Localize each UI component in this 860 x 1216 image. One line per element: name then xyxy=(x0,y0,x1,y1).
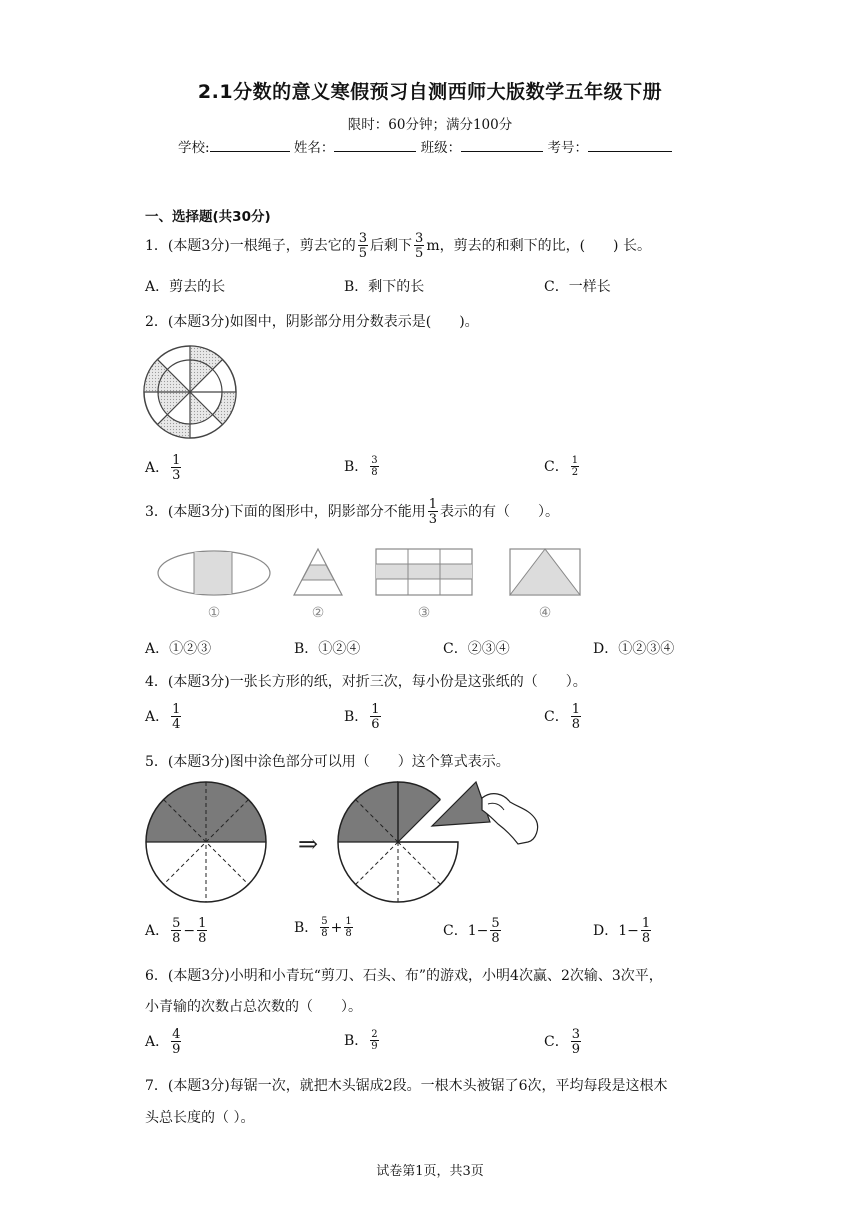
section-title: 一、选择题(共30分) xyxy=(145,209,271,225)
question-6-line1: 6．(本题3分)小明和小青玩“剪刀、石头、布”的游戏，小明4次赢、2次输、3次平， xyxy=(145,968,663,984)
question-7-line1: 7．(本题3分)每锯一次，就把木头锯成2段。一根木头被锯了6次，平均每段是这根木 xyxy=(145,1078,668,1094)
page-title: 2.1分数的意义寒假预习自测西师大版数学五年级下册 xyxy=(197,81,663,103)
shape-2-label: ② xyxy=(311,605,325,621)
question-5: 5．(本题3分)图中涂色部分可以用（ ）这个算式表示。 xyxy=(145,754,510,770)
q5-figure xyxy=(142,780,542,908)
info-line xyxy=(178,136,672,156)
shape-4-label: ④ xyxy=(538,605,552,621)
q3-option-d[interactable]: D．①②③④ xyxy=(593,641,675,657)
exam-no-label: 考号： xyxy=(547,140,588,156)
q1-fraction-2: $\frac{3}{5}$ xyxy=(415,231,424,261)
exam-no-blank[interactable] xyxy=(588,138,672,152)
class-blank[interactable] xyxy=(461,138,543,152)
question-3 xyxy=(145,498,559,526)
q2-option-c[interactable]: C． $\frac{1}{2}$ xyxy=(544,455,579,478)
q1-prefix: 1．(本题3分)一根绳子，剪去它的 xyxy=(145,238,356,254)
shape-1-label: ① xyxy=(207,605,221,621)
name-blank[interactable] xyxy=(334,138,416,152)
q1-suffix: m，剪去的和剩下的比，( ) 长。 xyxy=(426,238,651,254)
q2-option-b[interactable]: B． $\frac{3}{8}$ xyxy=(344,455,378,478)
q1-fraction-1: $\frac{3}{5}$ xyxy=(358,231,368,261)
q1-option-a[interactable]: A．剪去的长 xyxy=(145,279,226,295)
question-1 xyxy=(145,232,651,260)
q2-circle-figure xyxy=(142,344,238,440)
hand-icon xyxy=(482,794,538,844)
q4-option-b[interactable]: B． $\frac{1}{6}$ xyxy=(344,702,380,732)
question-7-line2: 头总长度的（ ）。 xyxy=(145,1110,255,1126)
q6-option-c[interactable]: C． $\frac{3}{9}$ xyxy=(544,1027,580,1057)
q4-option-a[interactable]: A． $\frac{1}{4}$ xyxy=(145,702,181,732)
q3-prefix: 3．(本题3分)下面的图形中，阴影部分不能用 xyxy=(145,504,426,520)
q2-option-a[interactable]: A． $\frac{1}{3}$ xyxy=(145,453,181,483)
q6-option-a[interactable]: A． $\frac{4}{9}$ xyxy=(145,1027,181,1057)
q1-mid: 后剩下 xyxy=(370,238,413,254)
q4-option-c[interactable]: C． $\frac{1}{8}$ xyxy=(544,702,580,732)
q3-option-a[interactable]: A．①②③ xyxy=(145,641,212,657)
q3-shapes-figure xyxy=(150,545,590,623)
question-4: 4．(本题3分)一张长方形的纸，对折三次，每小份是这张纸的（ ）。 xyxy=(145,674,587,690)
question-2: 2．(本题3分)如图中，阴影部分用分数表示是( )。 xyxy=(145,314,479,330)
q3-fraction: $\frac{1}{3}$ xyxy=(428,497,438,527)
arrow-icon: ⇒ xyxy=(297,830,319,858)
question-6-line2: 小青输的次数占总次数的（ ）。 xyxy=(145,999,362,1015)
q1-option-c[interactable]: C．一样长 xyxy=(544,279,611,295)
q5-option-d[interactable]: D．1− $\frac{1}{8}$ xyxy=(593,916,651,946)
school-label: 学校: xyxy=(178,140,210,156)
q5-option-a[interactable]: A． $\frac{5}{8}$ − $\frac{1}{8}$ xyxy=(145,916,207,946)
q3-option-b[interactable]: B．①②④ xyxy=(294,641,361,657)
q5-option-c[interactable]: C．1− $\frac{5}{8}$ xyxy=(443,916,500,946)
school-blank[interactable] xyxy=(210,138,290,152)
q6-option-b[interactable]: B． $\frac{2}{9}$ xyxy=(344,1029,378,1052)
q5-option-b[interactable]: B． $\frac{5}{8}$ + $\frac{1}{8}$ xyxy=(294,916,352,939)
page-footer: 试卷第1页，共3页 xyxy=(376,1164,484,1179)
class-label: 班级： xyxy=(420,140,462,156)
time-limit: 限时：60分钟；满分100分 xyxy=(347,117,513,133)
q3-option-c[interactable]: C．②③④ xyxy=(443,641,510,657)
shape-3-label: ③ xyxy=(417,605,431,621)
name-label: 姓名： xyxy=(293,140,335,156)
q3-suffix: 表示的有（ ）。 xyxy=(440,504,560,520)
q1-option-b[interactable]: B．剩下的长 xyxy=(344,279,425,295)
